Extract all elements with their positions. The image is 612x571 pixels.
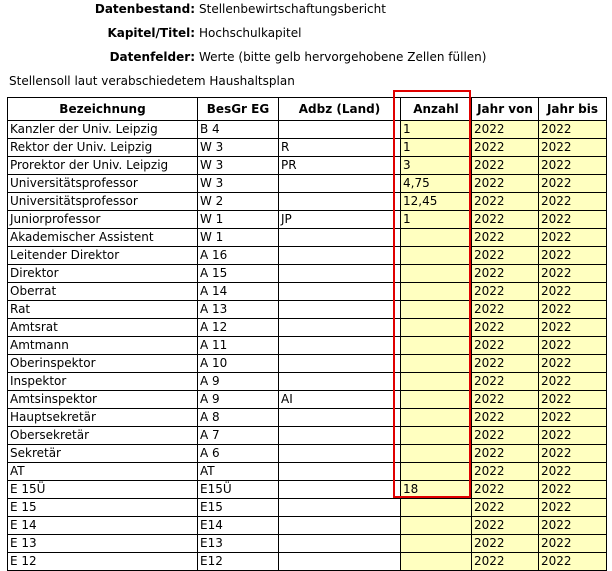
table-row: [8, 247, 607, 265]
anzahl-cell[interactable]: [401, 463, 472, 481]
jahr-bis-cell[interactable]: 2022: [539, 157, 607, 175]
adbz-cell[interactable]: [279, 463, 401, 481]
bezeichnung-cell[interactable]: Leitender Direktor: [8, 247, 198, 265]
jahr-bis-cell[interactable]: 2022: [539, 445, 607, 463]
anzahl-cell[interactable]: 1: [401, 211, 472, 229]
besgr-cell[interactable]: E14: [198, 517, 279, 535]
table-row: [8, 319, 607, 337]
besgr-cell[interactable]: W 3: [198, 139, 279, 157]
jahr-bis-cell[interactable]: 2022: [539, 517, 607, 535]
adbz-cell[interactable]: [279, 499, 401, 517]
table-row: [8, 193, 607, 211]
bezeichnung-cell[interactable]: Oberinspektor: [8, 355, 198, 373]
table-row: [8, 535, 607, 553]
jahr-von-cell[interactable]: 2022: [472, 265, 539, 283]
anzahl-cell[interactable]: [401, 535, 472, 553]
column-header-jahr-von[interactable]: Jahr von: [472, 98, 539, 121]
besgr-cell[interactable]: W 1: [198, 211, 279, 229]
adbz-cell[interactable]: [279, 535, 401, 553]
jahr-von-cell[interactable]: 2022: [472, 517, 539, 535]
adbz-cell[interactable]: [279, 355, 401, 373]
jahr-von-cell[interactable]: 2022: [472, 535, 539, 553]
table-row: [8, 121, 607, 139]
jahr-bis-cell[interactable]: 2022: [539, 121, 607, 139]
table-row: [8, 409, 607, 427]
jahr-bis-cell[interactable]: 2022: [539, 319, 607, 337]
table-row: [8, 517, 607, 535]
table-caption: Stellensoll laut verabschiedetem Haushaltsplan: [9, 74, 295, 88]
jahr-bis-cell[interactable]: 2022: [539, 139, 607, 157]
anzahl-cell[interactable]: [401, 355, 472, 373]
adbz-cell[interactable]: R: [279, 139, 401, 157]
jahr-bis-cell[interactable]: 2022: [539, 229, 607, 247]
jahr-bis-cell[interactable]: 2022: [539, 481, 607, 499]
meta-row-datenfelder: [0, 49, 612, 65]
table-row: [8, 553, 607, 571]
table-row: [8, 427, 607, 445]
bezeichnung-cell[interactable]: Oberrat: [8, 283, 198, 301]
table-row: [8, 301, 607, 319]
anzahl-cell[interactable]: [401, 373, 472, 391]
stellen-table: [7, 97, 607, 571]
jahr-bis-cell[interactable]: 2022: [539, 283, 607, 301]
jahr-von-cell[interactable]: 2022: [472, 283, 539, 301]
bezeichnung-cell[interactable]: Obersekretär: [8, 427, 198, 445]
meta-label: Datenbestand:: [94, 2, 195, 16]
besgr-cell[interactable]: A 13: [198, 301, 279, 319]
jahr-von-cell[interactable]: 2022: [472, 499, 539, 517]
adbz-cell[interactable]: [279, 481, 401, 499]
jahr-bis-cell[interactable]: 2022: [539, 193, 607, 211]
table-row: [8, 445, 607, 463]
besgr-cell[interactable]: E15Ü: [198, 481, 279, 499]
adbz-cell[interactable]: [279, 265, 401, 283]
column-header-anzahl[interactable]: Anzahl: [401, 98, 472, 121]
meta-value: Stellenbewirtschaftungsbericht: [199, 2, 386, 16]
bezeichnung-cell[interactable]: Prorektor der Univ. Leipzig: [8, 157, 198, 175]
jahr-bis-cell[interactable]: 2022: [539, 265, 607, 283]
anzahl-cell[interactable]: [401, 391, 472, 409]
bezeichnung-cell[interactable]: Sekretär: [8, 445, 198, 463]
bezeichnung-cell[interactable]: Amtmann: [8, 337, 198, 355]
anzahl-cell[interactable]: 1: [401, 121, 472, 139]
besgr-cell[interactable]: A 12: [198, 319, 279, 337]
table-header-row: [8, 98, 607, 121]
table-row: [8, 229, 607, 247]
anzahl-cell[interactable]: [401, 427, 472, 445]
table-row: [8, 139, 607, 157]
besgr-cell[interactable]: W 3: [198, 175, 279, 193]
jahr-von-cell[interactable]: 2022: [472, 427, 539, 445]
table-row: [8, 481, 607, 499]
bezeichnung-cell[interactable]: Universitätsprofessor: [8, 175, 198, 193]
jahr-von-cell[interactable]: 2022: [472, 301, 539, 319]
anzahl-cell[interactable]: [401, 445, 472, 463]
adbz-cell[interactable]: [279, 445, 401, 463]
anzahl-cell[interactable]: [401, 517, 472, 535]
jahr-bis-cell[interactable]: 2022: [539, 247, 607, 265]
anzahl-cell[interactable]: 18: [401, 481, 472, 499]
jahr-von-cell[interactable]: 2022: [472, 319, 539, 337]
anzahl-cell[interactable]: [401, 319, 472, 337]
anzahl-cell[interactable]: [401, 229, 472, 247]
column-header-adbz[interactable]: Adbz (Land): [279, 98, 401, 121]
adbz-cell[interactable]: PR: [279, 157, 401, 175]
anzahl-cell[interactable]: 12,45: [401, 193, 472, 211]
jahr-bis-cell[interactable]: 2022: [539, 337, 607, 355]
bezeichnung-cell[interactable]: Juniorprofessor: [8, 211, 198, 229]
anzahl-cell[interactable]: [401, 337, 472, 355]
bezeichnung-cell[interactable]: Rektor der Univ. Leipzig: [8, 139, 198, 157]
table-row: [8, 391, 607, 409]
table-body: [8, 121, 607, 571]
table-row: [8, 373, 607, 391]
besgr-cell[interactable]: W 2: [198, 193, 279, 211]
jahr-von-cell[interactable]: 2022: [472, 247, 539, 265]
besgr-cell[interactable]: AT: [198, 463, 279, 481]
bezeichnung-cell[interactable]: Rat: [8, 301, 198, 319]
bezeichnung-cell[interactable]: E 13: [8, 535, 198, 553]
jahr-von-cell[interactable]: 2022: [472, 337, 539, 355]
bezeichnung-cell[interactable]: AT: [8, 463, 198, 481]
jahr-bis-cell[interactable]: 2022: [539, 553, 607, 571]
besgr-cell[interactable]: A 8: [198, 409, 279, 427]
meta-row-kapitel: [0, 25, 612, 41]
adbz-cell[interactable]: [279, 121, 401, 139]
besgr-cell[interactable]: A 15: [198, 265, 279, 283]
besgr-cell[interactable]: A 10: [198, 355, 279, 373]
jahr-bis-cell[interactable]: 2022: [539, 427, 607, 445]
jahr-von-cell[interactable]: 2022: [472, 229, 539, 247]
bezeichnung-cell[interactable]: E 15: [8, 499, 198, 517]
jahr-bis-cell[interactable]: 2022: [539, 175, 607, 193]
bezeichnung-cell[interactable]: Universitätsprofessor: [8, 193, 198, 211]
anzahl-cell[interactable]: [401, 247, 472, 265]
jahr-bis-cell[interactable]: 2022: [539, 373, 607, 391]
besgr-cell[interactable]: A 6: [198, 445, 279, 463]
besgr-cell[interactable]: A 9: [198, 391, 279, 409]
jahr-von-cell[interactable]: 2022: [472, 463, 539, 481]
table-row: [8, 499, 607, 517]
jahr-von-cell[interactable]: 2022: [472, 481, 539, 499]
bezeichnung-cell[interactable]: E 12: [8, 553, 198, 571]
column-header-besgr[interactable]: BesGr EG: [198, 98, 279, 121]
jahr-von-cell[interactable]: 2022: [472, 553, 539, 571]
adbz-cell[interactable]: [279, 427, 401, 445]
jahr-von-cell[interactable]: 2022: [472, 157, 539, 175]
besgr-cell[interactable]: E15: [198, 499, 279, 517]
anzahl-cell[interactable]: [401, 301, 472, 319]
adbz-cell[interactable]: [279, 409, 401, 427]
jahr-von-cell[interactable]: 2022: [472, 355, 539, 373]
anzahl-cell[interactable]: 4,75: [401, 175, 472, 193]
jahr-bis-cell[interactable]: 2022: [539, 499, 607, 517]
besgr-cell[interactable]: A 11: [198, 337, 279, 355]
besgr-cell[interactable]: E12: [198, 553, 279, 571]
anzahl-cell[interactable]: 1: [401, 139, 472, 157]
meta-label: Kapitel/Titel:: [107, 26, 195, 40]
jahr-von-cell[interactable]: 2022: [472, 409, 539, 427]
column-header-bezeichnung[interactable]: Bezeichnung: [8, 98, 198, 121]
anzahl-cell[interactable]: [401, 499, 472, 517]
jahr-von-cell[interactable]: 2022: [472, 139, 539, 157]
adbz-cell[interactable]: [279, 319, 401, 337]
jahr-von-cell[interactable]: 2022: [472, 373, 539, 391]
meta-value: Werte (bitte gelb hervorgehobene Zellen füllen): [199, 50, 487, 64]
besgr-cell[interactable]: W 3: [198, 157, 279, 175]
bezeichnung-cell[interactable]: Akademischer Assistent: [8, 229, 198, 247]
adbz-cell[interactable]: [279, 553, 401, 571]
table-row: [8, 157, 607, 175]
anzahl-cell[interactable]: [401, 265, 472, 283]
besgr-cell[interactable]: A 9: [198, 373, 279, 391]
besgr-cell[interactable]: B 4: [198, 121, 279, 139]
besgr-cell[interactable]: W 1: [198, 229, 279, 247]
meta-value: Hochschulkapitel: [199, 26, 302, 40]
adbz-cell[interactable]: [279, 517, 401, 535]
anzahl-cell[interactable]: 3: [401, 157, 472, 175]
bezeichnung-cell[interactable]: Hauptsekretär: [8, 409, 198, 427]
jahr-bis-cell[interactable]: 2022: [539, 355, 607, 373]
bezeichnung-cell[interactable]: Direktor: [8, 265, 198, 283]
bezeichnung-cell[interactable]: E 14: [8, 517, 198, 535]
jahr-bis-cell[interactable]: 2022: [539, 391, 607, 409]
besgr-cell[interactable]: A 7: [198, 427, 279, 445]
anzahl-cell[interactable]: [401, 409, 472, 427]
adbz-cell[interactable]: JP: [279, 211, 401, 229]
bezeichnung-cell[interactable]: Amtsinspektor: [8, 391, 198, 409]
bezeichnung-cell[interactable]: Kanzler der Univ. Leipzig: [8, 121, 198, 139]
anzahl-cell[interactable]: [401, 283, 472, 301]
jahr-bis-cell[interactable]: 2022: [539, 463, 607, 481]
adbz-cell[interactable]: [279, 283, 401, 301]
bezeichnung-cell[interactable]: E 15Ü: [8, 481, 198, 499]
jahr-bis-cell[interactable]: 2022: [539, 301, 607, 319]
table-row: [8, 265, 607, 283]
adbz-cell[interactable]: [279, 301, 401, 319]
jahr-von-cell[interactable]: 2022: [472, 211, 539, 229]
adbz-cell[interactable]: [279, 229, 401, 247]
jahr-bis-cell[interactable]: 2022: [539, 409, 607, 427]
meta-row-datenbestand: [0, 1, 612, 17]
table-row: [8, 175, 607, 193]
jahr-bis-cell[interactable]: 2022: [539, 211, 607, 229]
table-row: [8, 283, 607, 301]
bezeichnung-cell[interactable]: Inspektor: [8, 373, 198, 391]
table-row: [8, 211, 607, 229]
column-header-jahr-bis[interactable]: Jahr bis: [539, 98, 607, 121]
adbz-cell[interactable]: [279, 373, 401, 391]
besgr-cell[interactable]: E13: [198, 535, 279, 553]
table-row: [8, 355, 607, 373]
jahr-von-cell[interactable]: 2022: [472, 175, 539, 193]
anzahl-cell[interactable]: [401, 553, 472, 571]
table-row: [8, 463, 607, 481]
jahr-von-cell[interactable]: 2022: [472, 445, 539, 463]
meta-label: Datenfelder:: [109, 50, 195, 64]
jahr-von-cell[interactable]: 2022: [472, 121, 539, 139]
jahr-von-cell[interactable]: 2022: [472, 193, 539, 211]
bezeichnung-cell[interactable]: Amtsrat: [8, 319, 198, 337]
table-row: [8, 337, 607, 355]
adbz-cell[interactable]: [279, 193, 401, 211]
besgr-cell[interactable]: A 16: [198, 247, 279, 265]
adbz-cell[interactable]: [279, 175, 401, 193]
adbz-cell[interactable]: AI: [279, 391, 401, 409]
adbz-cell[interactable]: [279, 247, 401, 265]
besgr-cell[interactable]: A 14: [198, 283, 279, 301]
jahr-von-cell[interactable]: 2022: [472, 391, 539, 409]
jahr-bis-cell[interactable]: 2022: [539, 535, 607, 553]
adbz-cell[interactable]: [279, 337, 401, 355]
